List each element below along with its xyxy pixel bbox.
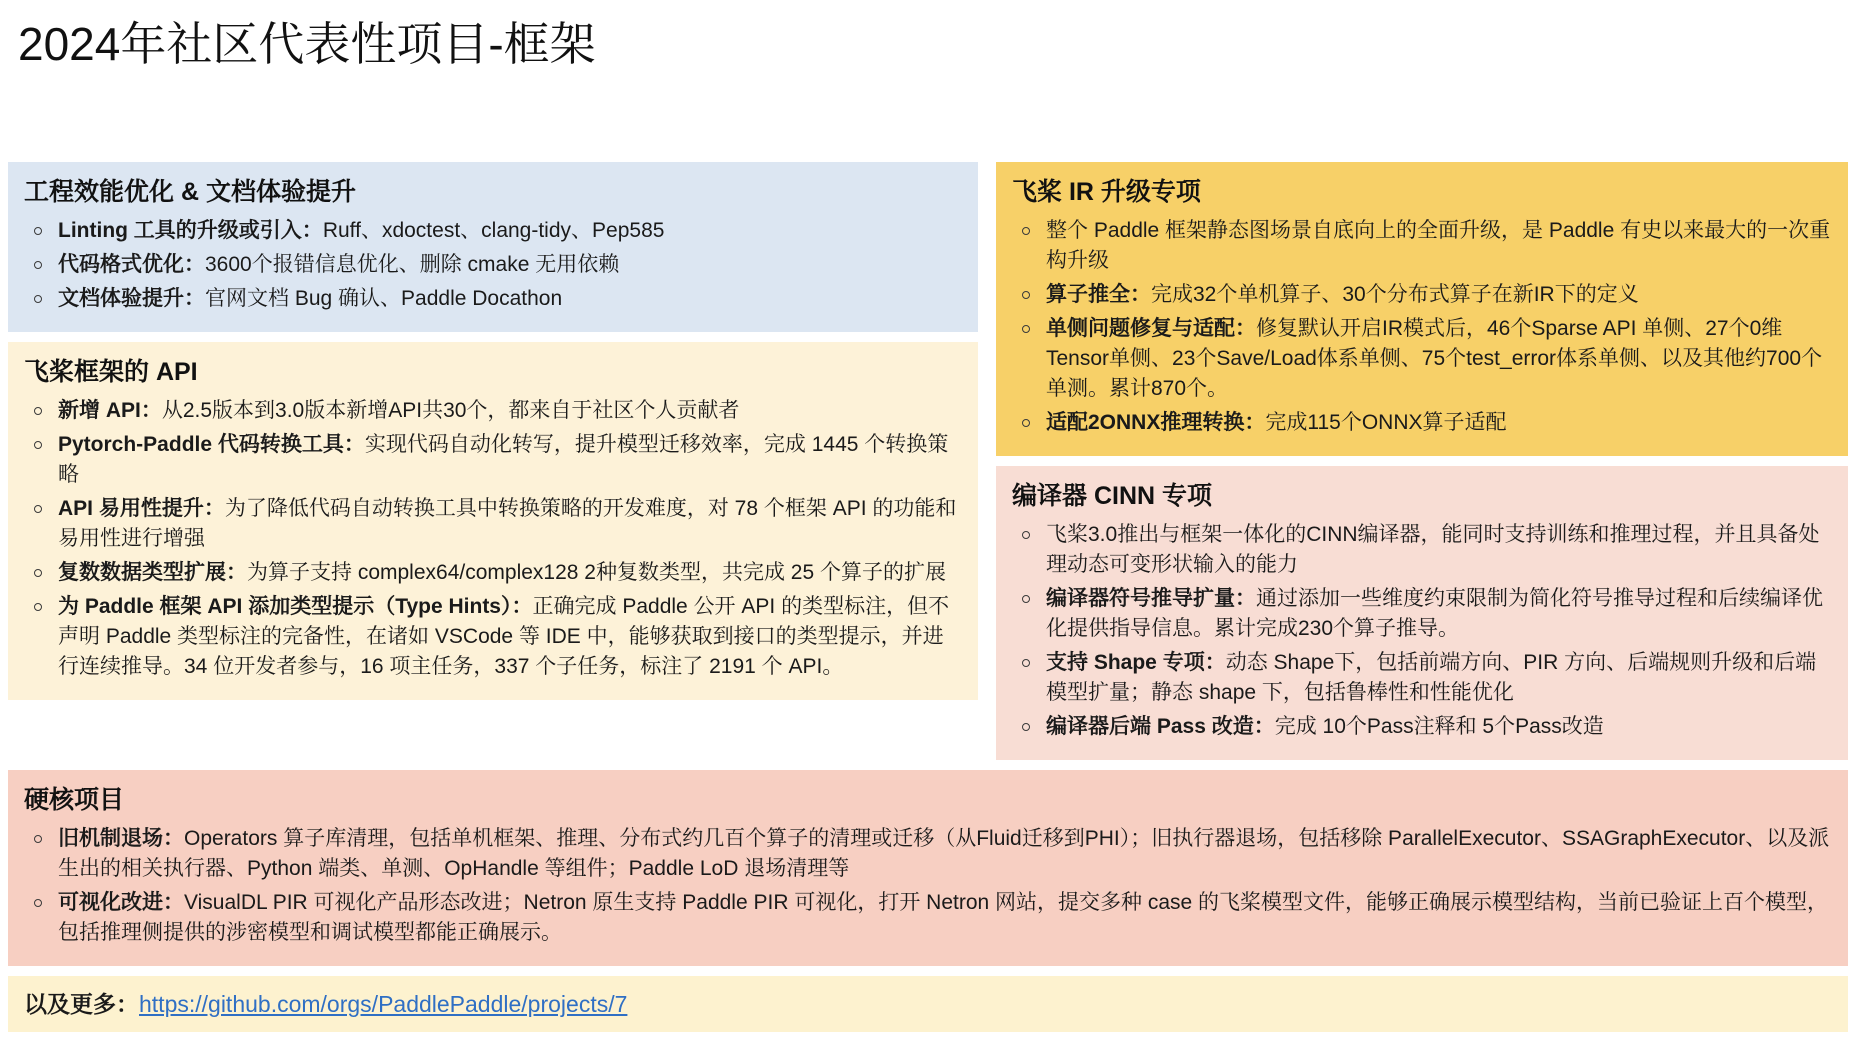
bullet-icon bbox=[34, 569, 42, 577]
item-lead: 支持 Shape 专项： bbox=[1046, 651, 1226, 674]
item-text: 从2.5版本到3.0版本新增API共30个，都来自于社区个人贡献者 bbox=[161, 399, 740, 422]
bullet-icon bbox=[34, 295, 42, 303]
card-hardcore-list bbox=[24, 824, 1832, 948]
list-item bbox=[24, 284, 962, 314]
item-lead: 算子推全： bbox=[1046, 283, 1151, 306]
card-ir-list bbox=[1012, 216, 1832, 438]
bullet-icon bbox=[1022, 291, 1030, 299]
item-text: 修复默认开启IR模式后，46个Sparse API 单侧、27个0维Tensor单侧、23个Save/Load体系单侧、75个test_error体系单侧、以及其他约700个单测。累计870个。 bbox=[1046, 317, 1823, 400]
item-lead: 旧机制退场： bbox=[58, 827, 184, 850]
card-hardcore bbox=[8, 770, 1848, 966]
item-text: 为算子支持 complex64/complex128 2种复数类型，共完成 25 个算子的扩展 bbox=[247, 561, 946, 584]
right-column bbox=[996, 162, 1848, 770]
bullet-icon bbox=[1022, 325, 1030, 333]
card-cinn-title: 编译器 CINN 专项 bbox=[1012, 482, 1213, 510]
list-item bbox=[24, 592, 962, 682]
item-text: 完成 10个Pass注释和 5个Pass改造 bbox=[1274, 715, 1604, 738]
card-cinn-list bbox=[1012, 520, 1832, 742]
item-lead: 代码格式优化： bbox=[58, 253, 205, 276]
list-item bbox=[24, 888, 1832, 948]
item-text: 通过添加一些维度约束限制为简化符号推导过程和后续编译优化提供指导信息。累计完成230个算子推导。 bbox=[1046, 587, 1823, 640]
item-text: 官网文档 Bug 确认、Paddle Docathon bbox=[205, 287, 563, 310]
bullet-icon bbox=[1022, 659, 1030, 667]
item-text: 整个 Paddle 框架静态图场景自底向上的全面升级，是 Paddle 有史以来最大的一次重构升级 bbox=[1046, 219, 1831, 272]
item-text: 完成32个单机算子、30个分布式算子在新IR下的定义 bbox=[1151, 283, 1639, 306]
bullet-icon bbox=[34, 441, 42, 449]
item-lead: API 易用性提升： bbox=[58, 497, 225, 520]
bullet-icon bbox=[34, 505, 42, 513]
slide-page bbox=[0, 14, 1856, 1062]
list-item bbox=[24, 824, 1832, 884]
item-lead: 适配2ONNX推理转换： bbox=[1046, 411, 1266, 434]
list-item bbox=[1012, 648, 1832, 708]
item-text: 正确完成 Paddle 公开 API 的类型标注，但不声明 Paddle 类型标注的完备性，在诸如 VSCode 等 IDE 中，能够获取到接口的类型提示，并进行连续推导。34 位开发者参与，16 项主任务，337 个子任务，标注了 2191 个 API。 bbox=[58, 595, 950, 678]
item-text: Ruff、xdoctest、clang-tidy、Pep585 bbox=[322, 219, 665, 242]
card-ir-title: 飞桨 IR 升级专项 bbox=[1012, 178, 1201, 206]
item-lead: Linting 工具的升级或引入： bbox=[58, 219, 323, 242]
footer-more bbox=[8, 976, 1848, 1032]
item-text: 3600个报错信息优化、删除 cmake 无用依赖 bbox=[205, 253, 620, 276]
bullet-icon bbox=[34, 899, 42, 907]
item-text: 动态 Shape下，包括前端方向、PIR 方向、后端规则升级和后端模型扩量；静态 shape 下，包括鲁棒性和性能优化 bbox=[1046, 651, 1817, 704]
item-text: 飞桨3.0推出与框架一体化的CINN编译器，能同时支持训练和推理过程，并且具备处理动态可变形状输入的能力 bbox=[1046, 523, 1820, 576]
item-lead: 编译器后端 Pass 改造： bbox=[1046, 715, 1275, 738]
bullet-icon bbox=[34, 603, 42, 611]
list-item bbox=[1012, 584, 1832, 644]
card-api-list bbox=[24, 396, 962, 682]
card-api bbox=[8, 342, 978, 700]
list-item bbox=[1012, 216, 1832, 276]
item-text: 实现代码自动化转写，提升模型迁移效率，完成 1445 个转换策略 bbox=[58, 433, 949, 486]
item-lead: Pytorch-Paddle 代码转换工具： bbox=[58, 433, 365, 456]
bullet-icon bbox=[1022, 595, 1030, 603]
item-lead: 编译器符号推导扩量： bbox=[1046, 587, 1256, 610]
bullet-icon bbox=[34, 407, 42, 415]
card-ir bbox=[996, 162, 1848, 456]
item-lead: 单侧问题修复与适配： bbox=[1046, 317, 1256, 340]
list-item bbox=[1012, 408, 1832, 438]
left-column bbox=[8, 162, 978, 710]
list-item bbox=[1012, 280, 1832, 310]
card-engineering bbox=[8, 162, 978, 332]
bullet-icon bbox=[34, 261, 42, 269]
page-title: 2024年社区代表性项目-框架 bbox=[18, 18, 596, 70]
list-item bbox=[24, 558, 962, 588]
content-grid bbox=[8, 162, 1848, 1032]
item-text: Operators 算子库清理，包括单机框架、推理、分布式约几百个算子的清理或迁移（从Fluid迁移到PHI）；旧执行器退场，包括移除 ParallelExecutor、SSAGraphExecutor、以及派生出的相关执行器、Python 端类、单测、OpHandle 等组件；Paddle LoD 退场清理等 bbox=[58, 827, 1830, 880]
top-row bbox=[8, 162, 1848, 770]
bullet-icon bbox=[1022, 723, 1030, 731]
item-lead: 为 Paddle 框架 API 添加类型提示（Type Hints）： bbox=[58, 595, 533, 618]
projects-link[interactable]: https://github.com/orgs/PaddlePaddle/projects/7 bbox=[139, 991, 628, 1017]
bullet-icon bbox=[34, 835, 42, 843]
list-item bbox=[24, 430, 962, 490]
footer-label: 以及更多： bbox=[24, 991, 139, 1017]
card-api-title: 飞桨框架的 API bbox=[24, 358, 198, 386]
card-engineering-list bbox=[24, 216, 962, 314]
list-item bbox=[24, 494, 962, 554]
item-text: 为了降低代码自动转换工具中转换策略的开发难度，对 78 个框架 API 的功能和易用性进行增强 bbox=[58, 497, 957, 550]
bullet-icon bbox=[1022, 531, 1030, 539]
bullet-icon bbox=[34, 227, 42, 235]
list-item bbox=[24, 216, 962, 246]
card-cinn bbox=[996, 466, 1848, 760]
item-lead: 文档体验提升： bbox=[58, 287, 205, 310]
item-text: VisualDL PIR 可视化产品形态改进；Netron 原生支持 Paddle PIR 可视化，打开 Netron 网站，提交多种 case 的飞桨模型文件，能够正确展示模型结构，当前已验证上百个模型，包括推理侧提供的涉密模型和调试模型都能正确展示。 bbox=[58, 891, 1829, 944]
item-lead: 可视化改进： bbox=[58, 891, 184, 914]
item-lead: 新增 API： bbox=[58, 399, 162, 422]
item-text: 完成115个ONNX算子适配 bbox=[1265, 411, 1507, 434]
list-item bbox=[24, 396, 962, 426]
list-item bbox=[1012, 520, 1832, 580]
item-lead: 复数数据类型扩展： bbox=[58, 561, 247, 584]
card-hardcore-title: 硬核项目 bbox=[24, 786, 125, 814]
list-item bbox=[24, 250, 962, 280]
bullet-icon bbox=[1022, 419, 1030, 427]
list-item bbox=[1012, 314, 1832, 404]
list-item bbox=[1012, 712, 1832, 742]
bullet-icon bbox=[1022, 227, 1030, 235]
card-engineering-title: 工程效能优化 & 文档体验提升 bbox=[24, 178, 356, 206]
